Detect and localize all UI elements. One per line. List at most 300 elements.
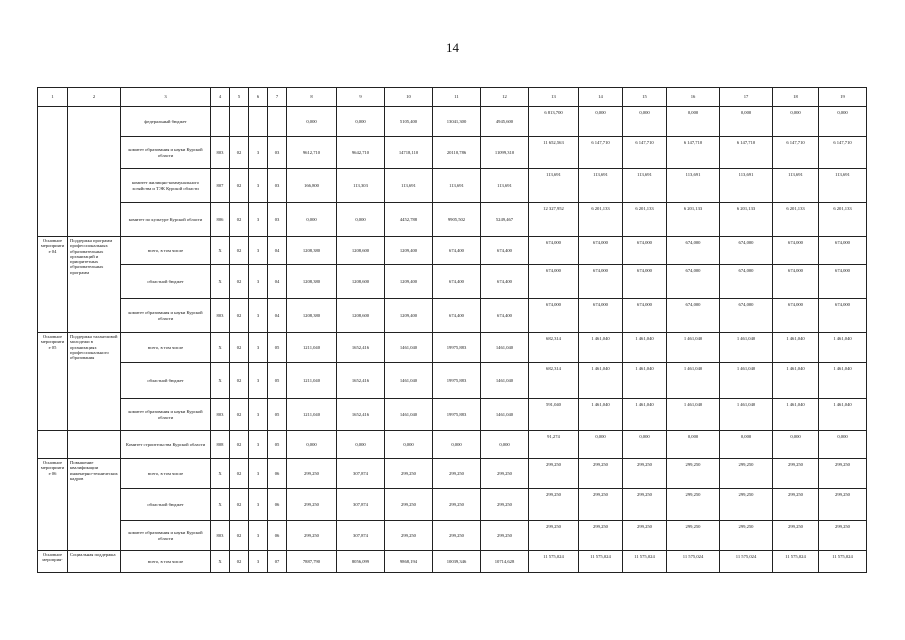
- value-cell-18: 0,000: [773, 431, 819, 459]
- value-cell-9: 1208,600: [337, 299, 385, 333]
- value-cell-13: 682,314: [529, 363, 579, 399]
- column-header-3: 3: [121, 88, 211, 107]
- source-cell: Комитет строительства Курской области: [121, 431, 211, 459]
- code-cell-c5: 02: [230, 551, 249, 573]
- value-cell-8: 1211,040: [287, 399, 337, 431]
- name-cell: Социальная поддержка: [68, 551, 121, 573]
- value-cell-18: 674,000: [773, 237, 819, 265]
- code-cell-c4: Х: [211, 459, 230, 489]
- value-cell-13: 674,000: [529, 265, 579, 299]
- value-cell-14: 299,250: [579, 521, 623, 551]
- source-cell: комитет образования и науки Курской области: [121, 521, 211, 551]
- value-cell-18: 0,000: [773, 107, 819, 137]
- value-cell-15: 113,691: [623, 169, 667, 203]
- value-cell-12: 11099,310: [481, 137, 529, 169]
- code-cell-c6: 3: [249, 203, 268, 237]
- value-cell-10: 5105,400: [385, 107, 433, 137]
- value-cell-12: 299,250: [481, 459, 529, 489]
- value-cell-19: 674,000: [819, 237, 867, 265]
- table-body: [38, 107, 867, 573]
- table-row: [38, 203, 867, 237]
- column-header-13: 13: [529, 88, 579, 107]
- value-cell-10: 1461,040: [385, 333, 433, 363]
- code-cell-c4: 803: [211, 137, 230, 169]
- value-cell-18: 6 147,710: [773, 137, 819, 169]
- value-cell-8: 1208,380: [287, 237, 337, 265]
- value-cell-10: 1209,400: [385, 265, 433, 299]
- value-cell-17: 674,000: [720, 237, 773, 265]
- code-cell-c7: 04: [268, 299, 287, 333]
- value-cell-17: 0,000: [720, 107, 773, 137]
- value-cell-9: 1208,600: [337, 265, 385, 299]
- code-cell-c6: 3: [249, 363, 268, 399]
- value-cell-15: 0,000: [623, 431, 667, 459]
- column-header-15: 15: [623, 88, 667, 107]
- value-cell-14: 1 461,040: [579, 399, 623, 431]
- value-cell-13: 11 575,024: [529, 551, 579, 573]
- value-cell-16: 674,000: [667, 299, 720, 333]
- value-cell-8: 0,000: [287, 203, 337, 237]
- code-cell-c4: [211, 107, 230, 137]
- value-cell-11: 299,250: [433, 521, 481, 551]
- value-cell-12: 299,250: [481, 489, 529, 521]
- value-cell-9: 1652,416: [337, 399, 385, 431]
- status-cell: Основное мероприятие 04: [38, 237, 68, 333]
- source-cell: комитет по культуре Курской области: [121, 203, 211, 237]
- value-cell-11: 674,400: [433, 299, 481, 333]
- code-cell-c4: 806: [211, 203, 230, 237]
- value-cell-12: 0,000: [481, 431, 529, 459]
- value-cell-15: 1 461,040: [623, 399, 667, 431]
- name-cell: Повышение квалификации инженерно-технических кадров: [68, 459, 121, 551]
- value-cell-11: 19975,883: [433, 363, 481, 399]
- value-cell-16: 0,000: [667, 107, 720, 137]
- code-cell-c6: 3: [249, 521, 268, 551]
- value-cell-14: 674,000: [579, 299, 623, 333]
- value-cell-18: 299,250: [773, 459, 819, 489]
- value-cell-15: 299,250: [623, 489, 667, 521]
- value-cell-9: 307,874: [337, 459, 385, 489]
- value-cell-13: 674,000: [529, 299, 579, 333]
- value-cell-8: 299,250: [287, 521, 337, 551]
- code-cell-c5: 02: [230, 489, 249, 521]
- value-cell-19: 113,691: [819, 169, 867, 203]
- code-cell-c4: Х: [211, 363, 230, 399]
- value-cell-13: 12 327,952: [529, 203, 579, 237]
- value-cell-15: 674,000: [623, 265, 667, 299]
- value-cell-16: 674,000: [667, 265, 720, 299]
- value-cell-10: 14718,110: [385, 137, 433, 169]
- code-cell-c7: 06: [268, 521, 287, 551]
- value-cell-18: 674,000: [773, 265, 819, 299]
- value-cell-15: 1 461,040: [623, 333, 667, 363]
- value-cell-15: 0,000: [623, 107, 667, 137]
- column-header-19: 19: [819, 88, 867, 107]
- value-cell-17: 11 575,024: [720, 551, 773, 573]
- source-cell: областной бюджет: [121, 363, 211, 399]
- code-cell-c5: [230, 107, 249, 137]
- code-cell-c7: 05: [268, 399, 287, 431]
- value-cell-14: 1 461,040: [579, 363, 623, 399]
- value-cell-17: 299,250: [720, 489, 773, 521]
- code-cell-c5: 02: [230, 169, 249, 203]
- source-cell: всего, в том числе: [121, 333, 211, 363]
- value-cell-17: 6 201,133: [720, 203, 773, 237]
- value-cell-16: 113,691: [667, 169, 720, 203]
- name-cell: Поддержка талантливой молодежи в организациях профессионального образования: [68, 333, 121, 431]
- value-cell-14: 0,000: [579, 431, 623, 459]
- value-cell-14: 0,000: [579, 107, 623, 137]
- value-cell-15: 11 575,024: [623, 551, 667, 573]
- table-row: [38, 399, 867, 431]
- code-cell-c5: 02: [230, 333, 249, 363]
- value-cell-17: 299,250: [720, 521, 773, 551]
- value-cell-17: 674,000: [720, 265, 773, 299]
- value-cell-18: 299,250: [773, 489, 819, 521]
- value-cell-9: 307,874: [337, 521, 385, 551]
- table-row: [38, 431, 867, 459]
- value-cell-11: 674,400: [433, 265, 481, 299]
- value-cell-17: 299,250: [720, 459, 773, 489]
- column-header-10: 10: [385, 88, 433, 107]
- value-cell-18: 1 461,040: [773, 363, 819, 399]
- value-cell-16: 674,000: [667, 237, 720, 265]
- value-cell-11: 10039,346: [433, 551, 481, 573]
- name-cell: Поддержка программ профессиональных образовательных организаций и приоритетных образовательных программ: [68, 237, 121, 333]
- value-cell-8: 1211,040: [287, 363, 337, 399]
- value-cell-10: 299,250: [385, 521, 433, 551]
- source-cell: комитет образования и науки Курской области: [121, 137, 211, 169]
- value-cell-19: 674,000: [819, 265, 867, 299]
- code-cell-c4: Х: [211, 489, 230, 521]
- code-cell-c7: 05: [268, 363, 287, 399]
- value-cell-14: 674,000: [579, 237, 623, 265]
- value-cell-18: 113,691: [773, 169, 819, 203]
- code-cell-c7: 04: [268, 237, 287, 265]
- code-cell-c6: 3: [249, 169, 268, 203]
- value-cell-17: 674,000: [720, 299, 773, 333]
- code-cell-c5: 02: [230, 399, 249, 431]
- column-header-17: 17: [720, 88, 773, 107]
- value-cell-8: 299,250: [287, 489, 337, 521]
- value-cell-19: 299,250: [819, 459, 867, 489]
- value-cell-19: 1 461,040: [819, 333, 867, 363]
- value-cell-16: 6 147,710: [667, 137, 720, 169]
- source-cell: всего, в том числе: [121, 237, 211, 265]
- value-cell-19: 674,000: [819, 299, 867, 333]
- source-cell: федеральный бюджет: [121, 107, 211, 137]
- code-cell-c7: [268, 107, 287, 137]
- code-cell-c7: 03: [268, 169, 287, 203]
- value-cell-12: 299,250: [481, 521, 529, 551]
- value-cell-17: 1 461,040: [720, 333, 773, 363]
- code-cell-c4: Х: [211, 551, 230, 573]
- value-cell-19: 11 575,024: [819, 551, 867, 573]
- value-cell-8: 9612,710: [287, 137, 337, 169]
- status-cell: Основное мероприятие 05: [38, 333, 68, 431]
- table-row: [38, 237, 867, 265]
- value-cell-12: 674,400: [481, 265, 529, 299]
- value-cell-11: 19975,883: [433, 399, 481, 431]
- code-cell-c5: 02: [230, 431, 249, 459]
- table-row: [38, 521, 867, 551]
- column-header-12: 12: [481, 88, 529, 107]
- page-number: 14: [446, 40, 459, 55]
- value-cell-12: 5249,467: [481, 203, 529, 237]
- value-cell-12: 4945,600: [481, 107, 529, 137]
- value-cell-15: 1 461,040: [623, 363, 667, 399]
- column-header-8: 8: [287, 88, 337, 107]
- code-cell-c6: 3: [249, 459, 268, 489]
- value-cell-17: 1 461,040: [720, 363, 773, 399]
- value-cell-18: 1 461,040: [773, 333, 819, 363]
- value-cell-16: 6 201,133: [667, 203, 720, 237]
- value-cell-19: 299,250: [819, 521, 867, 551]
- value-cell-14: 674,000: [579, 265, 623, 299]
- column-header-16: 16: [667, 88, 720, 107]
- value-cell-11: 0,000: [433, 431, 481, 459]
- code-cell-c4: Х: [211, 333, 230, 363]
- value-cell-11: 299,250: [433, 489, 481, 521]
- value-cell-16: 1 461,040: [667, 333, 720, 363]
- value-cell-10: 113,691: [385, 169, 433, 203]
- value-cell-8: 1208,380: [287, 265, 337, 299]
- value-cell-9: 307,874: [337, 489, 385, 521]
- value-cell-19: 299,250: [819, 489, 867, 521]
- column-header-14: 14: [579, 88, 623, 107]
- value-cell-17: 113,691: [720, 169, 773, 203]
- status-cell: Основное мероприятие 06: [38, 459, 68, 551]
- value-cell-16: 299,250: [667, 459, 720, 489]
- column-header-2: 2: [68, 88, 121, 107]
- value-cell-10: 4452,788: [385, 203, 433, 237]
- value-cell-15: 6 147,710: [623, 137, 667, 169]
- table-row: [38, 459, 867, 489]
- code-cell-c5: 02: [230, 265, 249, 299]
- code-cell-c6: 3: [249, 431, 268, 459]
- value-cell-11: 113,691: [433, 169, 481, 203]
- value-cell-10: 299,250: [385, 489, 433, 521]
- value-cell-13: 591,040: [529, 399, 579, 431]
- table-row: [38, 137, 867, 169]
- value-cell-12: 1461,040: [481, 333, 529, 363]
- value-cell-13: 674,000: [529, 237, 579, 265]
- code-cell-c5: 02: [230, 237, 249, 265]
- code-cell-c7: 03: [268, 137, 287, 169]
- value-cell-16: 1 461,040: [667, 363, 720, 399]
- header-row: [38, 88, 867, 107]
- source-cell: всего, в том числе: [121, 459, 211, 489]
- value-cell-13: 682,314: [529, 333, 579, 363]
- value-cell-18: 299,250: [773, 521, 819, 551]
- value-cell-11: 9905,502: [433, 203, 481, 237]
- value-cell-12: 1461,040: [481, 363, 529, 399]
- code-cell-c7: 04: [268, 265, 287, 299]
- code-cell-c5: 02: [230, 203, 249, 237]
- code-cell-c7: 05: [268, 431, 287, 459]
- value-cell-13: 11 652,563: [529, 137, 579, 169]
- value-cell-15: 299,250: [623, 521, 667, 551]
- code-cell-c6: 3: [249, 265, 268, 299]
- value-cell-10: 1209,400: [385, 237, 433, 265]
- value-cell-19: 1 461,040: [819, 399, 867, 431]
- value-cell-13: 299,250: [529, 489, 579, 521]
- code-cell-c7: 06: [268, 489, 287, 521]
- table-row: [38, 363, 867, 399]
- budget-table: [37, 87, 867, 573]
- column-header-4: 4: [211, 88, 230, 107]
- value-cell-15: 674,000: [623, 237, 667, 265]
- name-cell: [68, 107, 121, 237]
- value-cell-9: 1208,600: [337, 237, 385, 265]
- value-cell-13: 91,274: [529, 431, 579, 459]
- code-cell-c6: 3: [249, 489, 268, 521]
- value-cell-18: 6 201,133: [773, 203, 819, 237]
- code-cell-c5: 02: [230, 137, 249, 169]
- value-cell-11: 674,400: [433, 237, 481, 265]
- value-cell-12: 674,400: [481, 237, 529, 265]
- source-cell: комитет образования и науки Курской области: [121, 399, 211, 431]
- value-cell-10: 299,250: [385, 459, 433, 489]
- source-cell: комитет жилищно-коммунального хозяйства и ТЭК Курской области: [121, 169, 211, 203]
- status-cell: Основное мероприя-: [38, 551, 68, 573]
- value-cell-17: 1 461,040: [720, 399, 773, 431]
- table-row: [38, 107, 867, 137]
- source-cell: всего, в том числе: [121, 551, 211, 573]
- value-cell-11: 20110,786: [433, 137, 481, 169]
- value-cell-13: 299,250: [529, 459, 579, 489]
- code-cell-c4: 807: [211, 169, 230, 203]
- value-cell-14: 299,250: [579, 459, 623, 489]
- code-cell-c7: 03: [268, 203, 287, 237]
- code-cell-c7: 07: [268, 551, 287, 573]
- column-header-7: 7: [268, 88, 287, 107]
- value-cell-12: 113,691: [481, 169, 529, 203]
- value-cell-10: 1461,040: [385, 399, 433, 431]
- value-cell-16: 299,250: [667, 521, 720, 551]
- code-cell-c4: Х: [211, 265, 230, 299]
- source-cell: областной бюджет: [121, 265, 211, 299]
- value-cell-16: 11 575,024: [667, 551, 720, 573]
- code-cell-c4: 803: [211, 399, 230, 431]
- value-cell-16: 0,000: [667, 431, 720, 459]
- value-cell-16: 299,250: [667, 489, 720, 521]
- code-cell-c6: 3: [249, 333, 268, 363]
- name-cell: [68, 431, 121, 459]
- value-cell-14: 113,691: [579, 169, 623, 203]
- value-cell-13: 299,250: [529, 521, 579, 551]
- column-header-18: 18: [773, 88, 819, 107]
- table-row: [38, 489, 867, 521]
- value-cell-14: 6 201,133: [579, 203, 623, 237]
- value-cell-13: 113,691: [529, 169, 579, 203]
- code-cell-c4: 808: [211, 431, 230, 459]
- value-cell-14: 6 147,710: [579, 137, 623, 169]
- value-cell-14: 11 575,024: [579, 551, 623, 573]
- code-cell-c6: 3: [249, 137, 268, 169]
- code-cell-c6: 3: [249, 551, 268, 573]
- code-cell-c5: 02: [230, 521, 249, 551]
- status-cell: [38, 107, 68, 237]
- code-cell-c4: 803: [211, 299, 230, 333]
- column-header-6: 6: [249, 88, 268, 107]
- value-cell-19: 1 461,040: [819, 363, 867, 399]
- column-header-1: 1: [38, 88, 68, 107]
- value-cell-16: 1 461,040: [667, 399, 720, 431]
- value-cell-19: 0,000: [819, 431, 867, 459]
- code-cell-c6: 3: [249, 299, 268, 333]
- value-cell-10: 1461,040: [385, 363, 433, 399]
- value-cell-8: 166,800: [287, 169, 337, 203]
- value-cell-9: 0,000: [337, 431, 385, 459]
- value-cell-10: 0,000: [385, 431, 433, 459]
- value-cell-8: 0,000: [287, 431, 337, 459]
- code-cell-c5: 02: [230, 459, 249, 489]
- column-header-5: 5: [230, 88, 249, 107]
- code-cell-c6: 3: [249, 237, 268, 265]
- table-row: [38, 169, 867, 203]
- code-cell-c6: [249, 107, 268, 137]
- value-cell-18: 1 461,040: [773, 399, 819, 431]
- value-cell-9: 0,000: [337, 203, 385, 237]
- code-cell-c7: 05: [268, 333, 287, 363]
- source-cell: комитет образования и науки Курской области: [121, 299, 211, 333]
- value-cell-17: 6 147,710: [720, 137, 773, 169]
- value-cell-8: 1211,040: [287, 333, 337, 363]
- source-cell: областной бюджет: [121, 489, 211, 521]
- value-cell-9: 8056,099: [337, 551, 385, 573]
- table-row: [38, 333, 867, 363]
- column-header-11: 11: [433, 88, 481, 107]
- code-cell-c4: Х: [211, 237, 230, 265]
- value-cell-9: 0,000: [337, 107, 385, 137]
- value-cell-8: 299,250: [287, 459, 337, 489]
- code-cell-c5: 02: [230, 299, 249, 333]
- value-cell-10: 9868,194: [385, 551, 433, 573]
- value-cell-9: 9642,710: [337, 137, 385, 169]
- column-header-9: 9: [337, 88, 385, 107]
- value-cell-15: 299,250: [623, 459, 667, 489]
- value-cell-14: 1 461,040: [579, 333, 623, 363]
- value-cell-11: 13041,300: [433, 107, 481, 137]
- table-row: [38, 299, 867, 333]
- table-row: [38, 265, 867, 299]
- code-cell-c7: 06: [268, 459, 287, 489]
- code-cell-c6: 3: [249, 399, 268, 431]
- value-cell-8: 1208,380: [287, 299, 337, 333]
- value-cell-17: 0,000: [720, 431, 773, 459]
- code-cell-c5: 02: [230, 363, 249, 399]
- value-cell-12: 674,400: [481, 299, 529, 333]
- value-cell-15: 6 201,133: [623, 203, 667, 237]
- value-cell-12: 10714,628: [481, 551, 529, 573]
- value-cell-10: 1209,400: [385, 299, 433, 333]
- value-cell-11: 19975,883: [433, 333, 481, 363]
- value-cell-15: 674,000: [623, 299, 667, 333]
- value-cell-18: 11 575,024: [773, 551, 819, 573]
- value-cell-9: 1652,416: [337, 333, 385, 363]
- value-cell-8: 0,000: [287, 107, 337, 137]
- value-cell-11: 299,250: [433, 459, 481, 489]
- code-cell-c4: 803: [211, 521, 230, 551]
- value-cell-19: 6 147,710: [819, 137, 867, 169]
- table-row: [38, 551, 867, 573]
- value-cell-8: 7887,790: [287, 551, 337, 573]
- value-cell-18: 674,000: [773, 299, 819, 333]
- value-cell-12: 1461,040: [481, 399, 529, 431]
- status-cell: [38, 431, 68, 459]
- value-cell-9: 113,303: [337, 169, 385, 203]
